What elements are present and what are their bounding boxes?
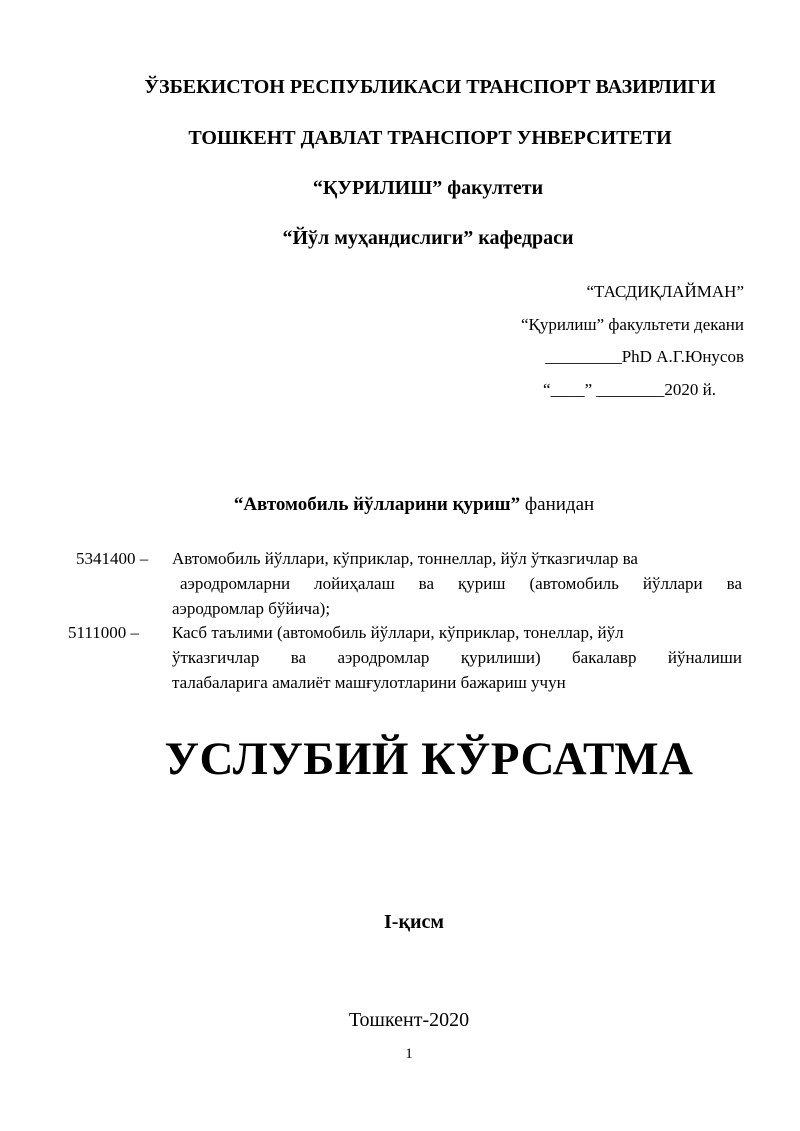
specialty-line: Касб таълими (автомобиль йўллари, кўприклар, тонеллар, йўл bbox=[172, 623, 624, 642]
subject-suffix: фанидан bbox=[520, 494, 595, 515]
specialty-code: 5111000 – bbox=[68, 623, 139, 642]
specialty-description bbox=[172, 620, 742, 695]
approval-role: “Қурилиш” факультети декани bbox=[520, 315, 744, 334]
specialty-line: талабаларига амалиёт машғулотларини бажариш учун bbox=[172, 673, 566, 692]
faculty-heading: “ҚУРИЛИШ” факултети bbox=[312, 177, 544, 199]
specialty-line: аэродромлар бўйича); bbox=[172, 599, 331, 618]
specialty-description bbox=[172, 546, 742, 621]
approval-signature: _________PhD А.Г.Юнусов bbox=[545, 347, 744, 366]
city-year: Тошкент-2020 bbox=[348, 1009, 470, 1031]
page-number: 1 bbox=[405, 1046, 413, 1062]
subject-name: “Автомобиль йўлларини қуриш” bbox=[233, 494, 521, 515]
specialty-code: 5341400 – bbox=[76, 549, 149, 568]
specialty-line: ўтказгичлар ва аэродромлар қурилиши) бакалавр йўналиши bbox=[172, 648, 742, 667]
university-heading: ТОШКЕНТ ДАВЛАТ ТРАНСПОРТ УНВЕРСИТЕТИ bbox=[188, 127, 672, 149]
ministry-heading: ЎЗБЕКИСТОН РЕСПУБЛИКАСИ ТРАНСПОРТ ВАЗИРЛИГИ bbox=[144, 76, 716, 98]
approval-date: “____” ________2020 й. bbox=[543, 380, 716, 399]
subject-line bbox=[0, 494, 800, 516]
department-heading: “Йўл муҳандислиги” кафедраси bbox=[282, 227, 574, 249]
document-title: УСЛУБИЙ КЎРСАТМА bbox=[164, 733, 694, 785]
specialty-line: Автомобиль йўллари, кўприклар, тоннеллар, йўл ўтказгичлар ва bbox=[172, 549, 638, 568]
part-label: I-қисм bbox=[384, 911, 444, 933]
specialty-line: аэродромларни лойиҳалаш ва қуриш (автомобиль йўллари ва bbox=[180, 574, 742, 593]
approval-title: “ТАСДИҚЛАЙМАН” bbox=[586, 282, 744, 301]
